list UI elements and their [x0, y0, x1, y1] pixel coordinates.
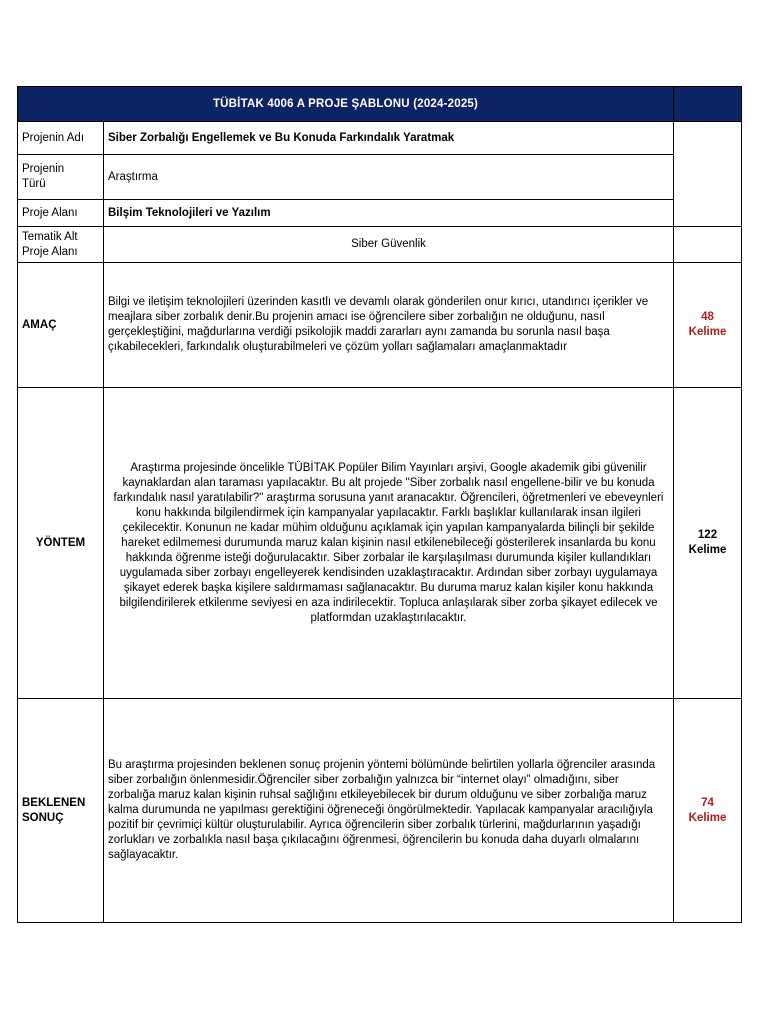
yontem-count-word: Kelime — [688, 544, 727, 556]
amac-label: AMAÇ — [18, 263, 104, 388]
project-type-label — [18, 155, 104, 200]
project-info-side-cell — [674, 122, 742, 227]
sonuc-row — [18, 699, 742, 923]
project-type-value: Araştırma — [104, 155, 674, 200]
sub-area-side-cell — [674, 227, 742, 263]
project-template-table — [17, 86, 742, 923]
project-type-label-line2: Türü — [22, 178, 46, 190]
sonuc-count-word: Kelime — [688, 811, 727, 824]
project-area-value: Bilşim Teknolojileri ve Yazılım — [104, 200, 674, 227]
project-name-row — [18, 122, 742, 155]
sonuc-word-count — [674, 699, 742, 923]
sonuc-count-number: 74 — [701, 796, 714, 809]
sonuc-label-line1: BEKLENEN — [22, 796, 86, 809]
amac-count-number: 48 — [701, 311, 714, 323]
title-row — [18, 87, 742, 122]
sub-area-label-line2: Proje Alanı — [22, 245, 78, 258]
project-area-label: Proje Alanı — [18, 200, 104, 227]
title-corner-cell — [674, 87, 742, 122]
yontem-label: YÖNTEM — [18, 388, 104, 699]
sonuc-label — [18, 699, 104, 923]
project-area-row — [18, 200, 742, 227]
project-name-value: Siber Zorbalığı Engellemek ve Bu Konuda Farkındalık Yaratmak — [104, 122, 674, 155]
sub-area-row — [18, 227, 742, 263]
sonuc-label-line2: SONUÇ — [22, 811, 64, 824]
yontem-word-count — [674, 388, 742, 699]
yontem-row — [18, 388, 742, 699]
sub-area-label — [18, 227, 104, 263]
yontem-text: Araştırma projesinde öncelikle TÜBİTAK Popüler Bilim Yayınları arşivi, Google akademik gibi güvenilir kaynaklardan alan taraması yapılacaktır. Bu alt projede "Siber zorbalık nasıl engellene-bilir ve bu konuda farkındalık nasıl yaratılabilir?" araştırma sorusuna yanıt aranacaktır. Öğrencileri, öğretmenleri ve ebeveynleri konu hakkında bilgilendirmek için kampanyalar yapılacaktır. Farklı başlıklar kullanılarak insan ilgileri çekilecektir. Konunun ne kadar mühim olduğunu açıklamak için yapılan kampanyalarda bilinçli bir şekilde hareket edilmemesi durumunda maruz kalan kişinin nasıl etkilenebileceği gösterilerek insanlarda bu konu hakkında öğrenme isteği doğurulacaktır. Siber zorbalar ile karşılaşılması durumunda kişiler kullandıkları uygulamada siber zorbayı engelleyerek kendisinden uzaklaştıracaktır. Ardından siber zorbayı uygulamaya şikayet ederek başka kişilere saldırmaması sağlanacaktır. Bu duruma maruz kalan kişiler konu hakkında bilgilendirilerek etkilenme seviyesi en aza indirilecektir. Topluca anlaşılarak siber zorba şikayet edilecek ve platformdan uzaklaştırılacaktır. — [104, 388, 674, 699]
project-name-label: Projenin Adı — [18, 122, 104, 155]
sub-area-label-line1: Tematik Alt — [22, 230, 78, 243]
amac-row — [18, 263, 742, 388]
sub-area-value: Siber Güvenlik — [104, 227, 674, 263]
amac-count-word: Kelime — [688, 326, 727, 338]
sonuc-text: Bu araştırma projesinden beklenen sonuç projenin yöntemi bölümünde belirtilen yollarla öğrenciler arasında siber zorbalığın önlenmesidir.Öğrenciler siber zorbalığın yalnızca bir “internet olayı” olmadığını, siber zorbalığa maruz kalan kişinin ruhsal sağlığını etkileyebilecek bir durum olduğunu ve siber zorbalığa maruz kalma durumunda ne yapılması gerektiğini öğreneceği öngörülmektedir. Yapılacak kampanyalar aracılığıyla pozitif bir çevrimiçi kültür oluşturulabilir. Ayrıca öğrencilerin siber zorbalık türlerini, mağdurlarının yaşadığı zorlukları ve zorbalıkla nasıl başa çıkılacağını öğrenmesi, öğrencilerin bu konuda daha duyarlı olmalarını sağlayacaktır. — [104, 699, 674, 923]
project-type-row — [18, 155, 742, 200]
yontem-count-number: 122 — [697, 529, 718, 541]
project-type-label-line1: Projenin — [22, 163, 65, 175]
page-title: TÜBİTAK 4006 A PROJE ŞABLONU (2024-2025) — [18, 87, 674, 122]
amac-word-count — [674, 263, 742, 388]
amac-text: Bilgi ve iletişim teknolojileri üzerinden kasıtlı ve devamlı olarak gönderilen onur kırıcı, utandırıcı içerikler ve meajlara siber zorbalık denir.Bu projenin amacı ise öğrencilere siber zorbalığın ne olduğunu, nasıl gerçekleştiğini, mağdurlarına verdiği psikolojik maddi zararları aynı zamanda bu sorunla nasıl başa çıkabilecekleri, farkındalık oluşturabilmeleri ve çözüm yolları sağlamaları amaçlanmaktadır — [104, 263, 674, 388]
